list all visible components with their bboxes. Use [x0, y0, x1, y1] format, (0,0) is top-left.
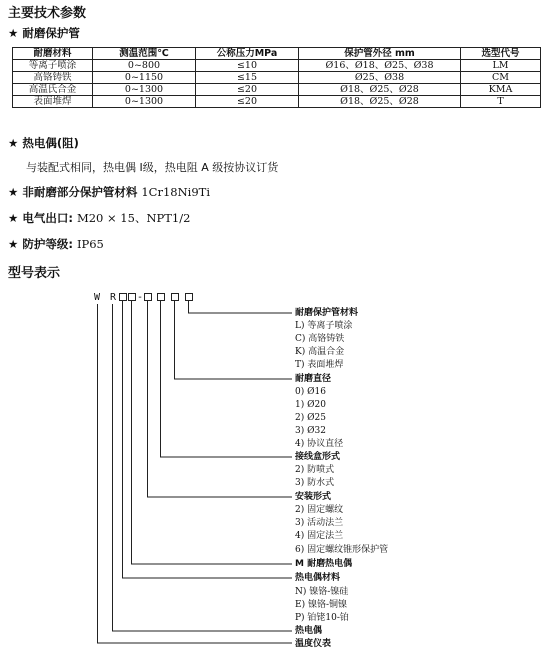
legend-heading: 安装形式	[295, 492, 332, 502]
star-icon: ★	[8, 237, 19, 251]
legend-option: E) 镍铬-铜镍	[295, 600, 347, 610]
legend-option: P) 铂铑10-铂	[295, 613, 349, 623]
thermo-text: 与装配式相同，热电偶 Ⅰ级，热电阻 A 级按协议订货	[26, 161, 279, 174]
legend-option: 4) 固定法兰	[295, 531, 344, 541]
legend-option: 3) 防水式	[295, 478, 335, 488]
table-cell: Ø25、Ø38	[299, 72, 461, 84]
tube-section-title: 耐磨保护管	[22, 26, 80, 40]
table-header-cell: 公称压力MPa	[196, 48, 299, 60]
legend-heading: 耐磨保护管材料	[295, 308, 359, 318]
nonwear-value: 1Cr18Ni9Ti	[141, 185, 210, 199]
star-icon: ★	[8, 185, 19, 199]
code-dash: -	[137, 292, 144, 303]
legend-option: 6) 固定螺纹锥形保护管	[295, 545, 389, 555]
table-header-cell: 测温范围℃	[93, 48, 196, 60]
table-cell: CM	[461, 72, 541, 84]
star-icon: ★	[8, 136, 19, 150]
code-letter-w: W	[94, 292, 101, 303]
star-icon: ★	[8, 26, 19, 40]
legend-heading: 热电偶	[295, 626, 323, 636]
table-cell: 0~1300	[93, 84, 196, 96]
legend-option: 0) Ø16	[295, 387, 326, 397]
table-cell: Ø18、Ø25、Ø28	[299, 96, 461, 108]
table-cell: LM	[461, 60, 541, 72]
protection-value: IP65	[76, 237, 104, 251]
legend-option: C) 高铬铸铁	[295, 334, 345, 344]
table-cell: ≤20	[196, 84, 299, 96]
table-cell: 0~1150	[93, 72, 196, 84]
legend-option: 2) 防喷式	[295, 465, 335, 475]
table-cell: T	[461, 96, 541, 108]
electrical-value: M20 × 15、NPT1/2	[76, 211, 191, 225]
electrical-label: 电气出口:	[22, 211, 73, 225]
legend-option: K) 高温合金	[295, 347, 345, 357]
page-title: 主要技术参数	[8, 6, 87, 21]
table-header-cell: 保护管外径 mm	[299, 48, 461, 60]
protection-label: 防护等级:	[22, 237, 73, 251]
table-cell: KMA	[461, 84, 541, 96]
thermo-title: 热电偶(阻)	[22, 136, 79, 150]
legend-option: 3) Ø32	[295, 426, 326, 436]
table-cell: Ø16、Ø18、Ø25、Ø38	[299, 60, 461, 72]
legend-option: N) 镍铬-镍硅	[295, 587, 349, 597]
table-cell: ≤15	[196, 72, 299, 84]
table-cell: 表面堆焊	[13, 96, 93, 108]
legend-heading: 接线盒形式	[295, 452, 341, 462]
table-header-cell: 选型代号	[461, 48, 541, 60]
table-header-cell: 耐磨材料	[13, 48, 93, 60]
table-cell: 等离子喷涂	[13, 60, 93, 72]
table-cell: 0~800	[93, 60, 196, 72]
star-icon: ★	[8, 211, 19, 225]
legend-option: 1) Ø20	[295, 400, 326, 410]
model-title: 型号表示	[8, 266, 61, 281]
table-cell: ≤10	[196, 60, 299, 72]
code-letter-r: R	[110, 292, 117, 303]
table-cell: ≤20	[196, 96, 299, 108]
table-cell: Ø18、Ø25、Ø28	[299, 84, 461, 96]
legend-heading: 热电偶材料	[295, 573, 341, 583]
legend-option: 2) 固定螺纹	[295, 505, 344, 515]
table-cell: 高铬铸铁	[13, 72, 93, 84]
legend-option: 3) 活动法兰	[295, 518, 344, 528]
legend-option: L) 等离子喷涂	[295, 321, 353, 331]
legend-option: 2) Ø25	[295, 413, 326, 423]
nonwear-label: 非耐磨部分保护管材料	[22, 185, 138, 199]
legend-heading: 耐磨直径	[295, 374, 332, 384]
legend-option: T) 表面堆焊	[295, 360, 344, 370]
legend-heading: M 耐磨热电偶	[295, 559, 353, 569]
table-cell: 0~1300	[93, 96, 196, 108]
legend-option: 4) 协议直径	[295, 439, 344, 449]
table-cell: 高温氏合金	[13, 84, 93, 96]
legend-heading: 温度仪表	[295, 639, 332, 649]
